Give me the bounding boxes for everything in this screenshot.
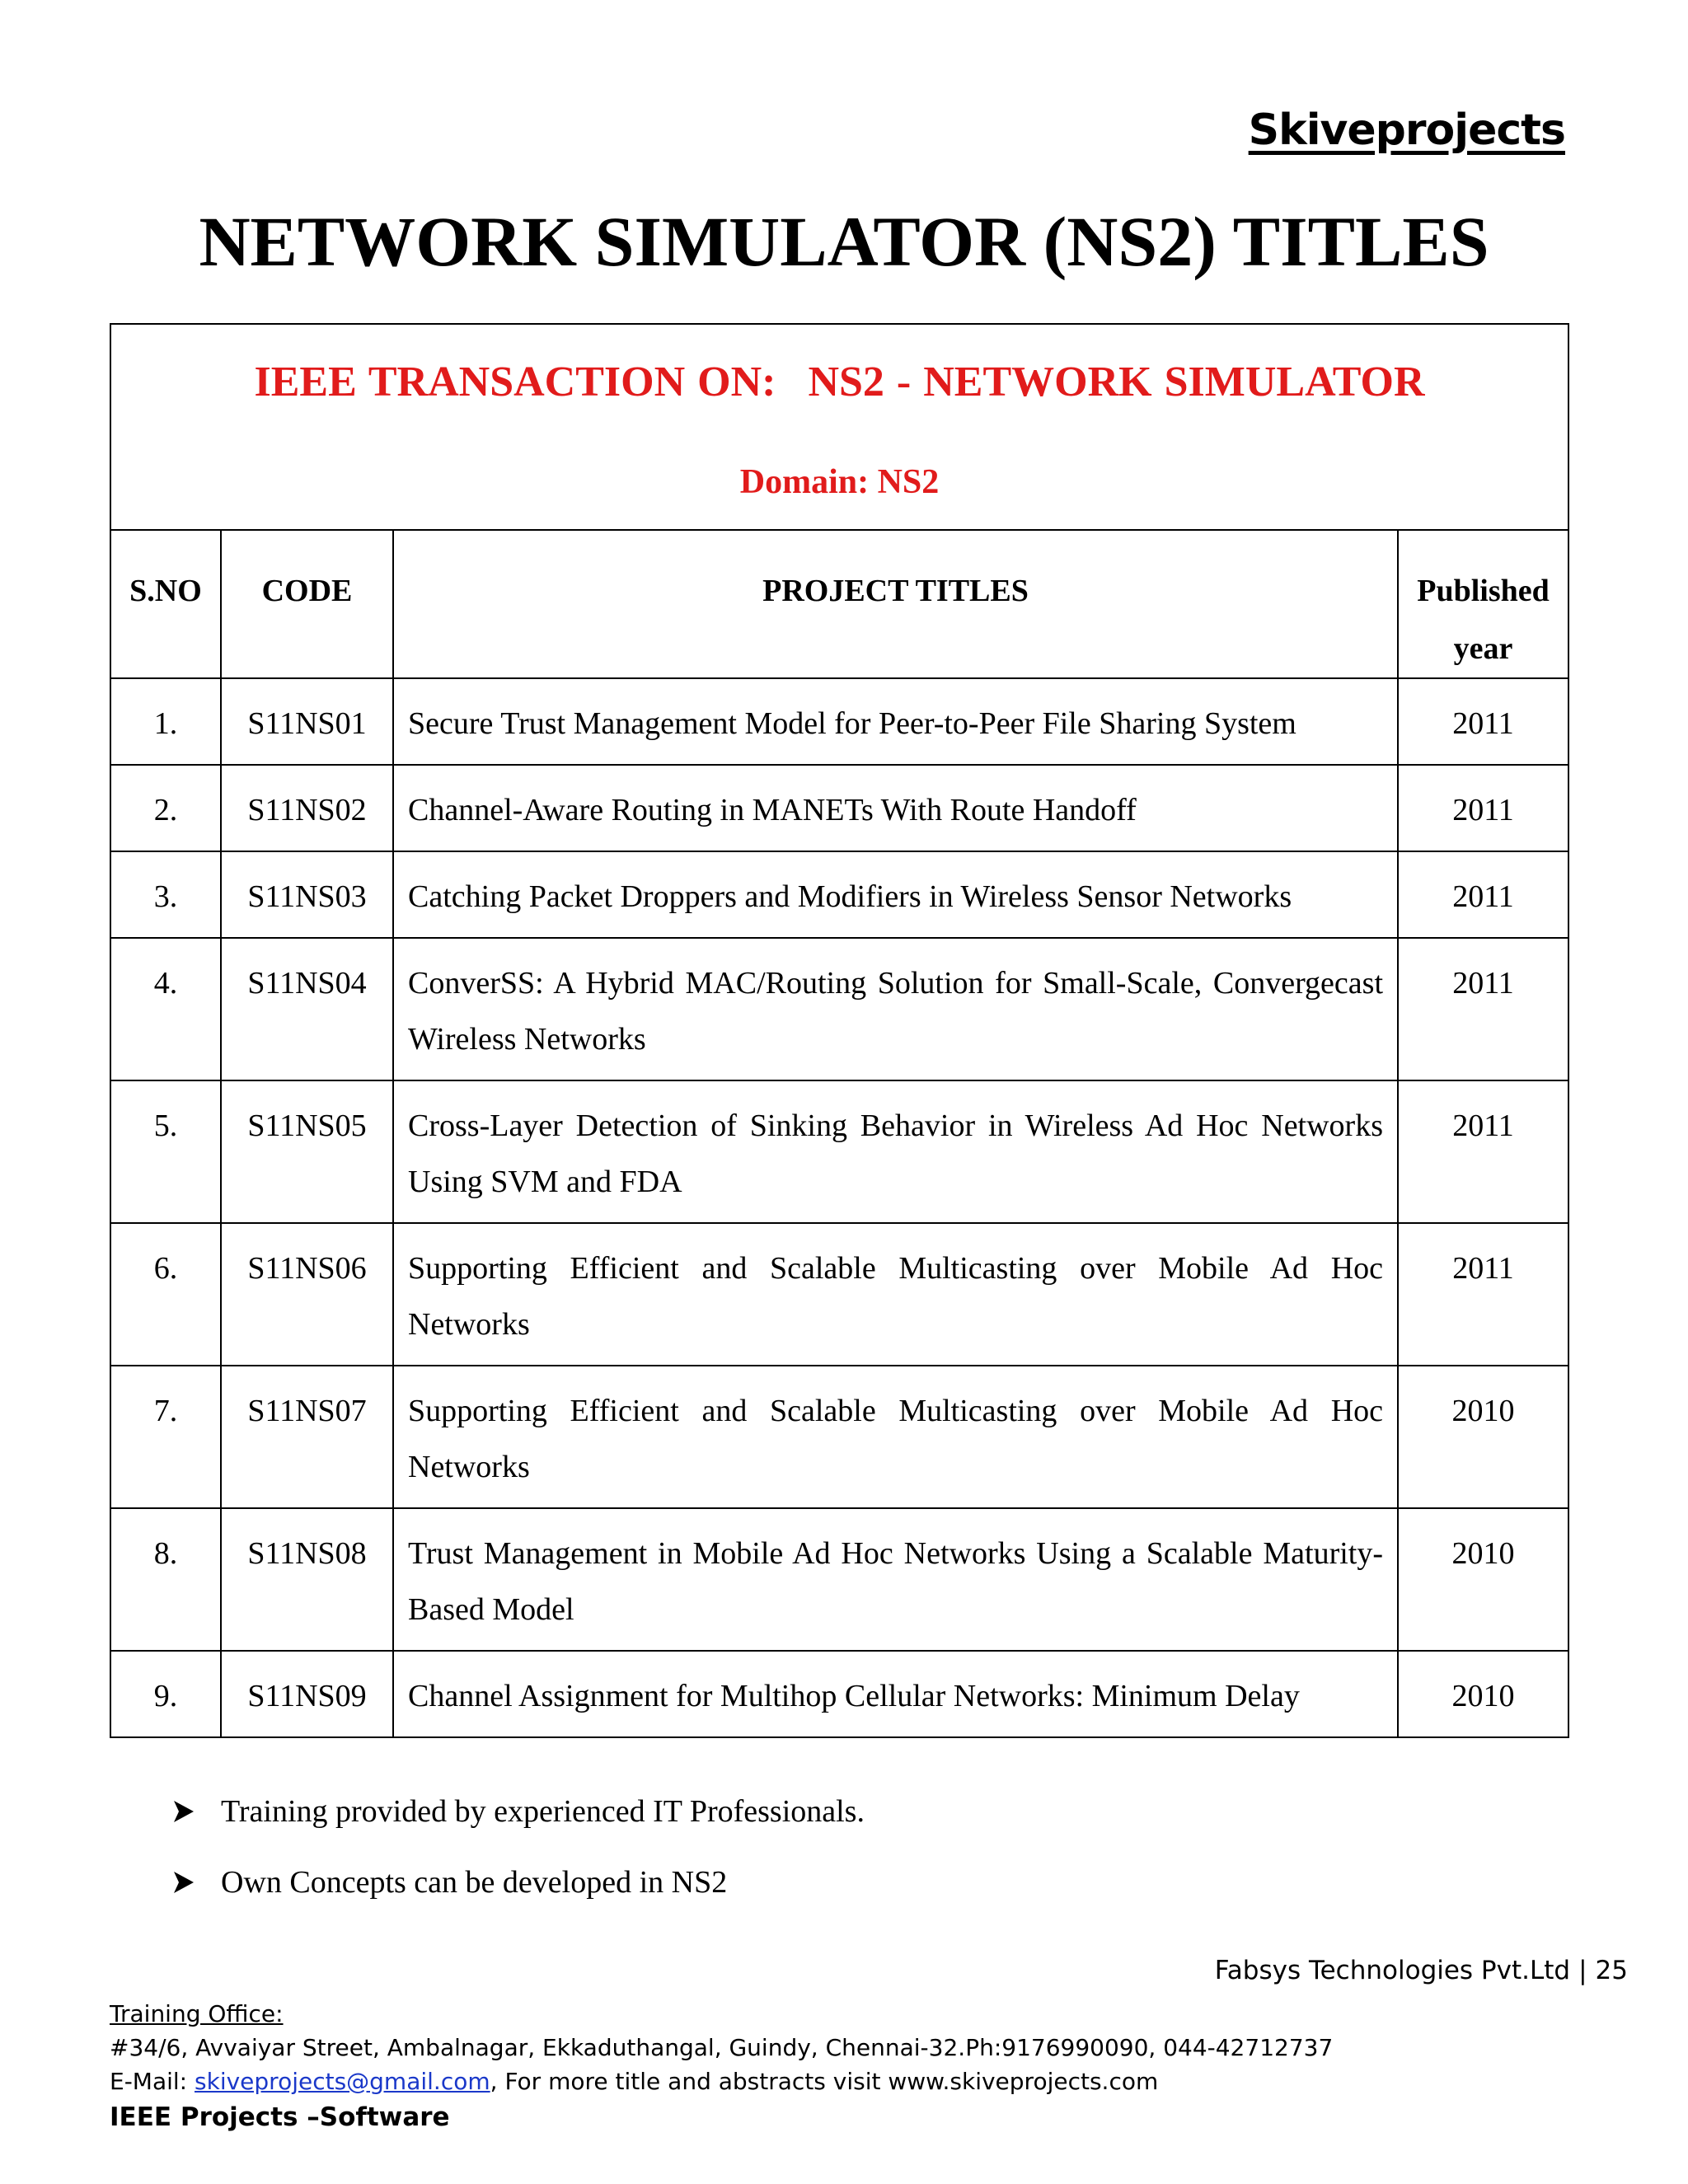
header-sno: S.NO (110, 530, 221, 678)
header-code: CODE (221, 530, 393, 678)
table-banner (110, 324, 1568, 530)
list-item (173, 1776, 865, 1847)
banner-heading (111, 325, 1568, 406)
cell-code: S11NS05 (221, 1080, 393, 1223)
cell-sno: 1. (110, 678, 221, 765)
table-row (110, 851, 1568, 938)
cell-sno: 3. (110, 851, 221, 938)
cell-title: Supporting Efficient and Scalable Multicasting over Mobile Ad Hoc Networks (393, 1223, 1398, 1366)
cell-year: 2011 (1398, 765, 1568, 851)
footer-category: IEEE Projects –Software (110, 2102, 450, 2132)
table-row (110, 938, 1568, 1080)
cell-title: Trust Management in Mobile Ad Hoc Networks Using a Scalable Maturity-Based Model (393, 1508, 1398, 1651)
table-row (110, 1508, 1568, 1651)
list-item (173, 1847, 865, 1918)
header-project-titles: PROJECT TITLES (393, 530, 1398, 678)
cell-sno: 5. (110, 1080, 221, 1223)
table-row (110, 678, 1568, 765)
cell-sno: 7. (110, 1366, 221, 1508)
cell-sno: 9. (110, 1651, 221, 1737)
header-published-year: Published year (1398, 530, 1568, 678)
cell-code: S11NS01 (221, 678, 393, 765)
cell-year: 2011 (1398, 678, 1568, 765)
bullet-list (173, 1776, 865, 1918)
email-line (110, 2064, 1333, 2098)
email-link[interactable]: skiveprojects@gmail.com (195, 2068, 490, 2095)
cell-code: S11NS07 (221, 1366, 393, 1508)
office-address: #34/6, Avvaiyar Street, Ambalnagar, Ekkaduthangal, Guindy, Chennai-32.Ph:9176990090, 044-42712737 (110, 2034, 1334, 2061)
cell-title: Channel Assignment for Multihop Cellular Networks: Minimum Delay (393, 1651, 1398, 1737)
page-footer-company: Fabsys Technologies Pvt.Ltd | 25 (1214, 1956, 1628, 1985)
bullet-text: Training provided by experienced IT Professionals. (221, 1794, 865, 1829)
cell-year: 2011 (1398, 1080, 1568, 1223)
cell-title: Channel-Aware Routing in MANETs With Route Handoff (393, 765, 1398, 851)
table-row (110, 1366, 1568, 1508)
table-row (110, 1223, 1568, 1366)
cell-sno: 6. (110, 1223, 221, 1366)
banner-heading-subject: NS2 - NETWORK SIMULATOR (808, 359, 1425, 405)
table-header-row (110, 530, 1568, 678)
page-title: NETWORK SIMULATOR (NS2) TITLES (199, 202, 1489, 281)
cell-sno: 8. (110, 1508, 221, 1651)
bullet-text: Own Concepts can be developed in NS2 (221, 1865, 728, 1900)
cell-year: 2010 (1398, 1508, 1568, 1651)
cell-year: 2011 (1398, 851, 1568, 938)
cell-year: 2010 (1398, 1366, 1568, 1508)
cell-sno: 4. (110, 938, 221, 1080)
cell-code: S11NS04 (221, 938, 393, 1080)
cell-title: Supporting Efficient and Scalable Multicasting over Mobile Ad Hoc Networks (393, 1366, 1398, 1508)
cell-year: 2010 (1398, 1651, 1568, 1737)
office-label: Training Office: (110, 2000, 284, 2027)
cell-code: S11NS06 (221, 1223, 393, 1366)
banner-heading-prefix: IEEE TRANSACTION ON: (254, 359, 776, 405)
cell-year: 2011 (1398, 938, 1568, 1080)
cell-code: S11NS02 (221, 765, 393, 851)
arrow-bullet-icon (173, 1800, 221, 1823)
email-label: E-Mail: (110, 2068, 195, 2095)
cell-year: 2011 (1398, 1223, 1568, 1366)
footer-contact (110, 1997, 1333, 2136)
cell-code: S11NS09 (221, 1651, 393, 1737)
cell-title: Cross-Layer Detection of Sinking Behavior in Wireless Ad Hoc Networks Using SVM and FDA (393, 1080, 1398, 1223)
cell-sno: 2. (110, 765, 221, 851)
project-titles-table (110, 323, 1569, 1738)
table-row (110, 1651, 1568, 1737)
banner-domain: Domain: NS2 (739, 463, 940, 501)
page-number: 25 (1595, 1956, 1628, 1985)
cell-code: S11NS08 (221, 1508, 393, 1651)
brand-name: Skiveprojects (1248, 105, 1565, 155)
cell-title: Catching Packet Droppers and Modifiers in Wireless Sensor Networks (393, 851, 1398, 938)
cell-code: S11NS03 (221, 851, 393, 938)
table-row (110, 765, 1568, 851)
company-name: Fabsys Technologies Pvt.Ltd (1214, 1956, 1571, 1985)
table-row (110, 1080, 1568, 1223)
cell-title: ConverSS: A Hybrid MAC/Routing Solution for Small-Scale, Convergecast Wireless Networks (393, 938, 1398, 1080)
email-suffix: , For more title and abstracts visit www.skiveprojects.com (490, 2068, 1159, 2095)
arrow-bullet-icon (173, 1871, 221, 1894)
cell-title: Secure Trust Management Model for Peer-to-Peer File Sharing System (393, 678, 1398, 765)
